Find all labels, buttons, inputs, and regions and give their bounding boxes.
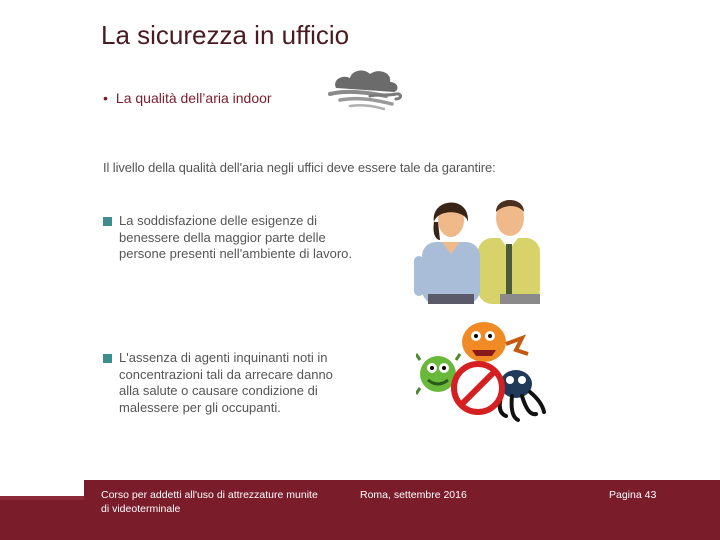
square-bullet-icon [103,217,112,226]
slide-title: La sicurezza in ufficio [101,20,350,50]
footer-notch-stripe [0,496,84,500]
bullet-marker: • [103,90,108,106]
footer-course: Corso per addetti all'uso di attrezzature munite di videoterminale [101,489,318,515]
footer-page-number: Pagina 43 [609,489,657,501]
bullet-text: La qualità dell’aria indoor [115,90,272,106]
footer-place-date: Roma, settembre 2016 [360,489,467,501]
bullet-item [103,90,272,106]
cloud-wind-icon [326,66,404,112]
list-item-text: La soddisfazione delle esigenze di benessere della maggior parte delle persone presenti nell'ambiente di lavoro. [119,213,353,261]
list-item [103,350,353,416]
list-item [103,213,353,263]
intro-text: Il livello della qualità dell'aria negli uffici deve essere tale da garantire: [103,160,496,175]
office-workers-illustration [414,186,544,304]
list-item-text: L'assenza di agenti inquinanti noti in concentrazioni tali da arrecare danno alla salute o causare condizione di malessere per gli occupanti. [119,350,333,415]
no-germs-illustration [416,316,548,428]
square-bullet-icon [103,354,112,363]
